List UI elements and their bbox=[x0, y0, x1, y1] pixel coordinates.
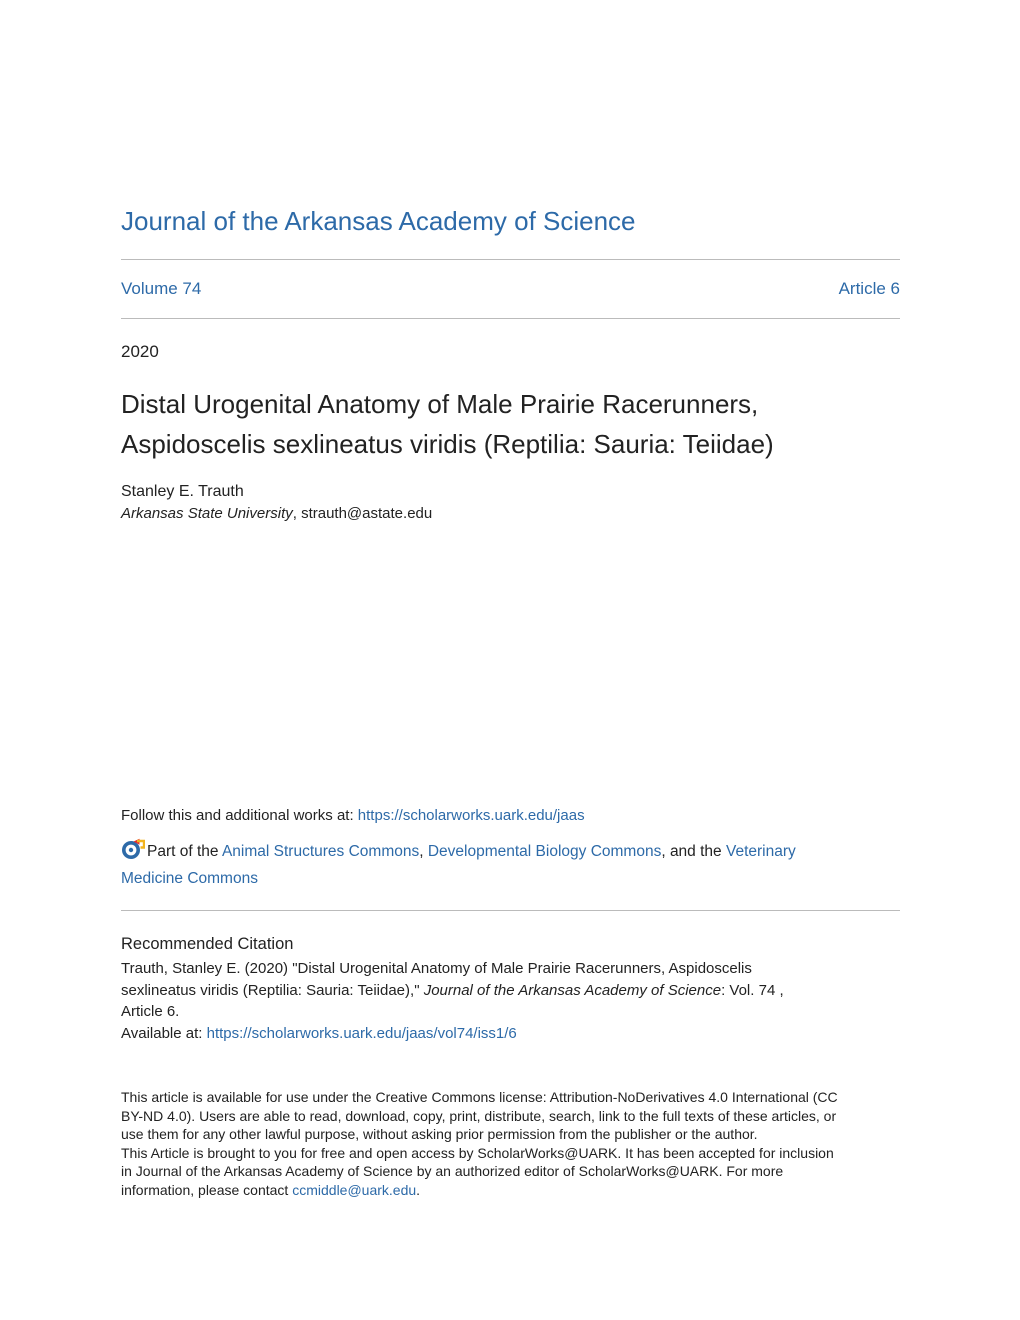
author-name: Stanley E. Trauth bbox=[121, 483, 244, 500]
citation-line-2 bbox=[121, 980, 900, 1002]
license-line-4: This Article is brought to you for free and open access by ScholarWorks@UARK. It has been accepted for inclusion bbox=[121, 1144, 834, 1161]
affiliation-separator: , bbox=[292, 505, 297, 522]
part-of-sep-2: , and the bbox=[661, 843, 722, 860]
journal-title-link[interactable]: Journal of the Arkansas Academy of Science bbox=[121, 206, 636, 236]
veterinary-link-line-2: Medicine Commons bbox=[121, 870, 258, 887]
paper-title-line-1: Distal Urogenital Anatomy of Male Prairie Racerunners, bbox=[121, 389, 759, 419]
affiliation-name: Arkansas State University bbox=[121, 505, 293, 522]
volume-article-row bbox=[121, 277, 900, 301]
citation-available-line bbox=[121, 1023, 900, 1045]
author-email: strauth@astate.edu bbox=[301, 505, 433, 522]
divider-bottom bbox=[121, 910, 900, 911]
license-line-6-suffix: . bbox=[416, 1181, 421, 1198]
divider-middle bbox=[121, 318, 900, 319]
publication-year: 2020 bbox=[121, 342, 159, 361]
paper-title bbox=[121, 384, 900, 464]
citation-line-3: Article 6. bbox=[121, 1003, 180, 1020]
license-line-5: in Journal of the Arkansas Academy of Science by an authorized editor of ScholarWorks@UARK. For more bbox=[121, 1163, 784, 1179]
contact-email-link[interactable]: ccmiddle@uark.edu bbox=[292, 1181, 417, 1198]
divider-top bbox=[121, 259, 900, 260]
part-of-disciplines bbox=[121, 838, 900, 892]
license-line-2: BY-ND 4.0). Users are able to read, download, copy, print, distribute, search, link to the full texts of these articles, or bbox=[121, 1107, 837, 1124]
citation-url-link[interactable]: https://scholarworks.uark.edu/jaas/vol74/iss1/6 bbox=[206, 1024, 517, 1042]
developmental-biology-commons-link[interactable]: Developmental Biology Commons bbox=[427, 843, 662, 860]
author-affiliation bbox=[121, 504, 432, 524]
follow-line bbox=[121, 805, 585, 827]
recommended-citation bbox=[121, 958, 900, 1044]
available-prefix: Available at: bbox=[121, 1024, 203, 1042]
open-access-icon bbox=[121, 838, 145, 860]
license-line-3: use them for any other lawful purpose, without asking prior permission from the publisher or the author. bbox=[121, 1126, 758, 1142]
citation-journal: Journal of the Arkansas Academy of Science bbox=[423, 981, 722, 999]
part-of-prefix: Part of the bbox=[147, 843, 219, 860]
citation-heading: Recommended Citation bbox=[121, 935, 294, 953]
paper-title-line-2: Aspidoscelis sexlineatus viridis (Reptilia: Sauria: Teiidae) bbox=[121, 429, 774, 459]
follow-url-link[interactable]: https://scholarworks.uark.edu/jaas bbox=[357, 807, 585, 824]
license-line-6 bbox=[121, 1181, 900, 1200]
citation-line-1: Trauth, Stanley E. (2020) "Distal Urogenital Anatomy of Male Prairie Racerunners, Aspidoscelis bbox=[121, 960, 752, 977]
license-line-1: This article is available for use under the Creative Commons license: Attribution-NoDerivatives 4.0 International (CC bbox=[121, 1089, 838, 1105]
follow-prefix: Follow this and additional works at: bbox=[121, 807, 354, 824]
animal-structures-commons-link[interactable]: Animal Structures Commons bbox=[221, 843, 420, 860]
volume-link[interactable]: Volume 74 bbox=[121, 279, 202, 298]
citation-line-2-end: : Vol. 74 , bbox=[721, 981, 784, 999]
article-link[interactable]: Article 6 bbox=[838, 279, 900, 298]
part-of-sep-1: , bbox=[419, 843, 424, 860]
veterinary-link-line-1: Veterinary bbox=[725, 843, 796, 860]
cover-page bbox=[121, 0, 900, 1320]
license-line-6-prefix: information, please contact bbox=[121, 1181, 289, 1198]
citation-line-2-start: sexlineatus viridis (Reptilia: Sauria: Teiidae)," bbox=[121, 981, 420, 999]
license-statement bbox=[121, 1088, 900, 1199]
